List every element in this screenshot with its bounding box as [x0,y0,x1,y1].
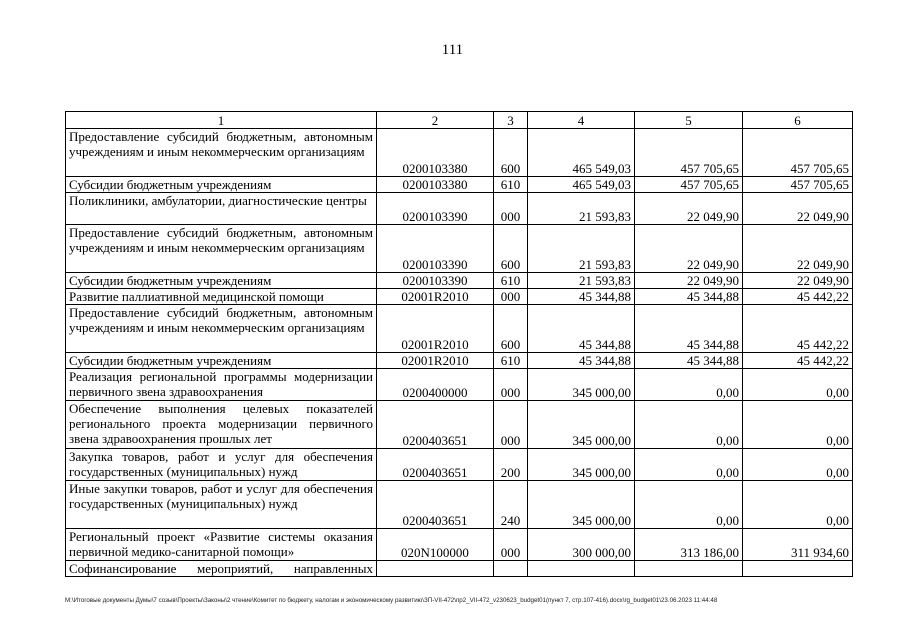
row-value-3: 45 442,22 [743,305,853,353]
row-code: 02001R2010 [377,305,494,353]
row-code: 0200403651 [377,449,494,481]
table-row [66,369,853,401]
row-code: 02001R2010 [377,289,494,305]
row-code: 02001R2010 [377,353,494,369]
row-value-2: 457 705,65 [635,129,743,177]
row-value-1: 45 344,88 [528,305,635,353]
row-code: 0200103390 [377,193,494,225]
row-name: Обеспечение выполнения целевых показателей регионального проекта модернизации первичного звена здравоохранения прошлых лет [66,401,377,449]
row-value-1: 465 549,03 [528,129,635,177]
row-code: 0200103380 [377,177,494,193]
row-value-1: 45 344,88 [528,353,635,369]
column-header: 1 [66,112,377,129]
table-row [66,129,853,177]
row-value-2 [635,561,743,577]
row-name: Поликлиники, амбулатории, диагностические центры [66,193,377,225]
table-row [66,305,853,353]
row-value-1: 465 549,03 [528,177,635,193]
row-value-1: 45 344,88 [528,289,635,305]
table-row [66,449,853,481]
row-value-1: 21 593,83 [528,225,635,273]
row-code: 0200103390 [377,273,494,289]
row-name: Закупка товаров, работ и услуг для обеспечения государственных (муниципальных) нужд [66,449,377,481]
row-value-1 [528,561,635,577]
row-expense-type: 600 [494,129,528,177]
row-value-2: 0,00 [635,481,743,529]
row-expense-type: 000 [494,193,528,225]
table-row [66,289,853,305]
row-value-3: 311 934,60 [743,529,853,561]
row-name: Региональный проект «Развитие системы оказания первичной медико-санитарной помощи» [66,529,377,561]
column-header: 3 [494,112,528,129]
row-name: Субсидии бюджетным учреждениям [66,353,377,369]
row-value-3: 22 049,90 [743,225,853,273]
row-value-3: 22 049,90 [743,193,853,225]
table-row [66,193,853,225]
row-name: Предоставление субсидий бюджетным, автономным учреждениям и иным некоммерческим организациям [66,129,377,177]
table-header-row [66,112,853,129]
row-value-2: 45 344,88 [635,353,743,369]
row-expense-type: 240 [494,481,528,529]
table-row [66,481,853,529]
row-value-2: 45 344,88 [635,305,743,353]
row-name: Реализация региональной программы модернизации первичного звена здравоохранения [66,369,377,401]
row-value-2: 0,00 [635,369,743,401]
row-value-1: 300 000,00 [528,529,635,561]
row-value-2: 0,00 [635,449,743,481]
row-expense-type: 600 [494,225,528,273]
row-code: 0200400000 [377,369,494,401]
row-value-1: 21 593,83 [528,193,635,225]
row-code: 0200103390 [377,225,494,273]
row-name: Развитие паллиативной медицинской помощи [66,289,377,305]
row-name: Софинансирование мероприятий, направленных [66,561,377,577]
row-value-2: 45 344,88 [635,289,743,305]
row-expense-type: 610 [494,273,528,289]
budget-table [65,111,853,577]
row-value-1: 345 000,00 [528,369,635,401]
row-value-3: 45 442,22 [743,353,853,369]
row-value-3: 0,00 [743,449,853,481]
row-expense-type: 000 [494,401,528,449]
column-header: 5 [635,112,743,129]
table-row [66,353,853,369]
row-value-3 [743,561,853,577]
row-code: 0200103380 [377,129,494,177]
row-value-1: 345 000,00 [528,481,635,529]
row-value-3: 0,00 [743,481,853,529]
row-value-3: 0,00 [743,369,853,401]
table-row [66,177,853,193]
row-value-2: 0,00 [635,401,743,449]
row-name: Иные закупки товаров, работ и услуг для обеспечения государственных (муниципальных) нужд [66,481,377,529]
row-value-3: 457 705,65 [743,129,853,177]
row-value-1: 21 593,83 [528,273,635,289]
row-value-1: 345 000,00 [528,401,635,449]
column-header: 4 [528,112,635,129]
row-value-3: 45 442,22 [743,289,853,305]
file-path-footer: M:\Итоговые документы Думы\7 созыв\Проекты\Законы\2 чтение\Комитет по бюджету, налогам и экономическому развитию\ЗП-VII-472\пр2_VII-472_v230623_budget01(пункт 7, стр.107-416).docx\rg_budget01\23.06.2023 11:44:48 [65,597,718,604]
row-expense-type: 000 [494,289,528,305]
row-expense-type: 000 [494,369,528,401]
row-expense-type: 610 [494,353,528,369]
row-expense-type: 000 [494,529,528,561]
row-name: Предоставление субсидий бюджетным, автономным учреждениям и иным некоммерческим организациям [66,305,377,353]
table-row [66,273,853,289]
row-name: Субсидии бюджетным учреждениям [66,177,377,193]
row-value-1: 345 000,00 [528,449,635,481]
row-value-2: 22 049,90 [635,273,743,289]
row-value-3: 0,00 [743,401,853,449]
row-expense-type: 200 [494,449,528,481]
row-name: Субсидии бюджетным учреждениям [66,273,377,289]
row-expense-type: 600 [494,305,528,353]
row-value-2: 22 049,90 [635,193,743,225]
row-expense-type [494,561,528,577]
table-row [66,225,853,273]
row-value-2: 313 186,00 [635,529,743,561]
row-code: 0200403651 [377,481,494,529]
column-header: 6 [743,112,853,129]
row-expense-type: 610 [494,177,528,193]
page-number: 111 [441,42,464,58]
row-value-3: 22 049,90 [743,273,853,289]
row-value-2: 22 049,90 [635,225,743,273]
table-row [66,561,853,577]
row-code [377,561,494,577]
column-header: 2 [377,112,494,129]
table-row [66,529,853,561]
table-row [66,401,853,449]
row-code: 020N100000 [377,529,494,561]
row-value-3: 457 705,65 [743,177,853,193]
row-code: 0200403651 [377,401,494,449]
row-name: Предоставление субсидий бюджетным, автономным учреждениям и иным некоммерческим организациям [66,225,377,273]
row-value-2: 457 705,65 [635,177,743,193]
